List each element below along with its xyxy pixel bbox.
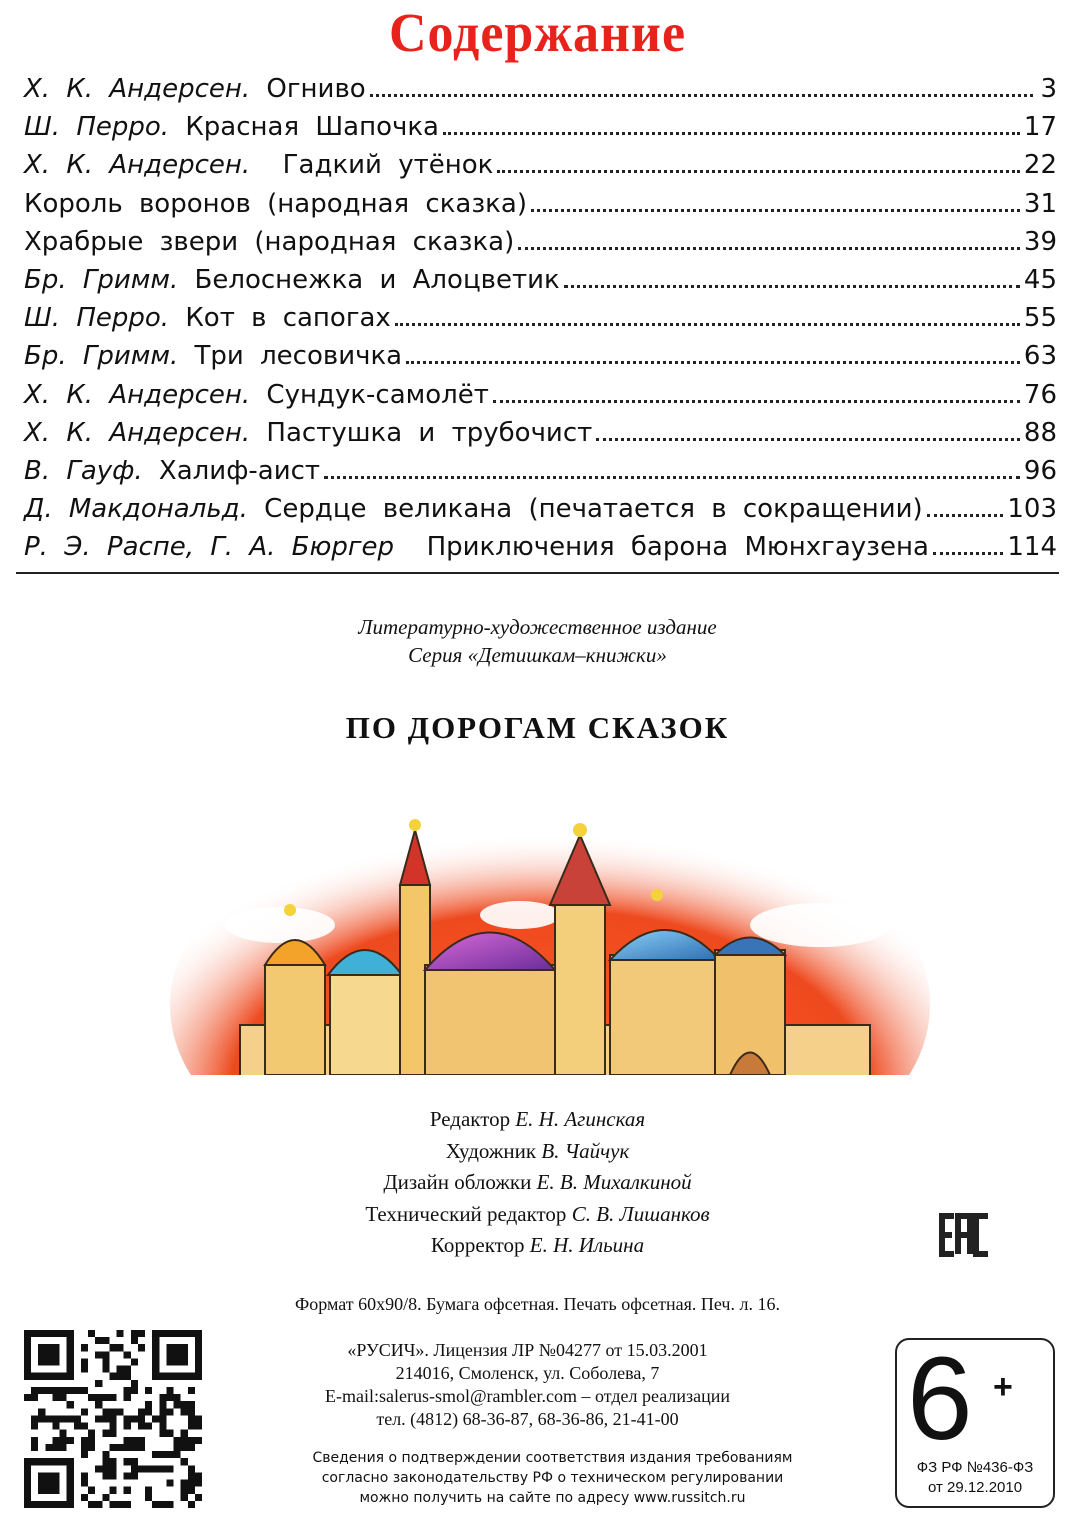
toc-leader-dots <box>564 284 1020 288</box>
toc-entry-text <box>24 452 320 490</box>
toc-story-title: Красная Шапочка <box>169 112 439 143</box>
credit-line <box>0 1104 1075 1136</box>
toc-leader-dots <box>531 208 1020 212</box>
toc-page-number: 39 <box>1023 226 1057 257</box>
toc-entry <box>24 261 1057 299</box>
toc-author: Р. Э. Распе, Г. А. Бюргер <box>24 532 395 563</box>
toc-entry <box>24 299 1057 337</box>
toc-page-number: 3 <box>1040 74 1057 104</box>
toc-entry <box>24 414 1057 452</box>
toc-leader-dots <box>406 360 1020 364</box>
toc-page-number: 88 <box>1023 417 1057 448</box>
toc-story-title: Приключения барона Мюнхгаузена <box>394 532 929 563</box>
law-date: от 29.12.2010 <box>927 1479 1023 1496</box>
credit-line <box>0 1167 1075 1199</box>
toc-entry <box>24 490 1057 528</box>
toc-author: Ш. Перро. <box>24 112 170 143</box>
toc-entry <box>24 223 1057 261</box>
toc-entry-text <box>24 108 439 146</box>
toc-story-title: Белоснежка и Алоцветик <box>178 264 560 295</box>
toc-entry-text <box>24 414 592 452</box>
toc-page-number: 22 <box>1023 150 1057 181</box>
toc-entry-text <box>24 490 923 528</box>
toc-entry-text <box>24 299 391 337</box>
toc-leader-dots <box>443 131 1020 135</box>
publisher-address: 214016, Смоленск, ул. Соболева, 7 <box>395 1363 660 1383</box>
toc-leader-dots <box>927 513 1004 517</box>
credits <box>0 1104 1075 1262</box>
toc-story-title: Три лесовичка <box>178 341 403 372</box>
toc-page-number: 31 <box>1023 188 1057 219</box>
eac-certification-mark <box>938 1212 990 1258</box>
credit-role: Корректор <box>430 1233 530 1257</box>
toc-leader-dots <box>518 246 1020 250</box>
toc-author: Бр. Гримм. <box>24 341 179 372</box>
credit-line <box>0 1230 1075 1262</box>
toc-entry <box>24 146 1057 184</box>
publisher-phone: тел. (4812) 68-36-87, 68-36-86, 21-41-00 <box>376 1409 679 1429</box>
toc-page-number: 96 <box>1023 455 1057 486</box>
toc-entry-text <box>24 376 489 414</box>
series-name: Серия «Детишкам–книжки» <box>408 643 667 667</box>
edition-type: Литературно-художественное издание <box>358 615 717 639</box>
age-rating-badge <box>895 1333 1055 1508</box>
toc-story-title: Сундук-самолёт <box>250 379 489 410</box>
toc-story-title: Король воронов (народная сказка) <box>24 188 527 219</box>
toc-author: Д. Макдональд. <box>24 494 248 525</box>
book-title: ПО ДОРОГАМ СКАЗОК <box>345 710 730 745</box>
toc-entry <box>24 185 1057 223</box>
age-rating-law <box>897 1458 1053 1498</box>
age-rating-plus: + <box>993 1368 1013 1406</box>
credit-line <box>0 1136 1075 1168</box>
toc-entry <box>24 452 1057 490</box>
toc-entry-text <box>24 185 527 223</box>
divider <box>16 572 1059 574</box>
toc-leader-dots <box>324 475 1020 479</box>
credit-name: В. Чайчук <box>541 1138 630 1163</box>
toc-leader-dots <box>933 551 1003 555</box>
credit-name: Е. В. Михалкиной <box>536 1170 692 1194</box>
toc-entry-text <box>24 528 929 566</box>
publisher-email: E-mail:salerus-smol@rambler.com – отдел реализации <box>325 1386 730 1406</box>
toc-author: Х. К. Андерсен. <box>24 74 251 104</box>
qr-code[interactable] <box>24 1330 202 1508</box>
toc-story-title: Кот в сапогах <box>169 303 391 334</box>
age-rating-number: 6 <box>907 1333 973 1465</box>
credit-role: Художник <box>445 1138 542 1163</box>
toc-leader-dots <box>493 399 1020 403</box>
publisher-license: «РУСИЧ». Лицензия ЛР №04277 от 15.03.2001 <box>347 1340 708 1360</box>
toc-story-title: Пастушка и трубочист <box>250 417 593 448</box>
credit-name: С. В. Лишанков <box>571 1201 710 1226</box>
toc-author: Х. К. Андерсен. <box>24 150 251 181</box>
toc-page-number: 45 <box>1023 264 1057 295</box>
toc-author: Бр. Гримм. <box>24 264 179 295</box>
edition-info <box>0 613 1075 669</box>
credit-role: Дизайн обложки <box>383 1170 537 1194</box>
note-line: Сведения о подтверждении соответствия издания требованиям <box>312 1450 793 1466</box>
toc-page-number: 63 <box>1023 341 1057 372</box>
note-line: можно получить на сайте по адресу www.russitch.ru <box>359 1490 746 1506</box>
toc-leader-dots <box>497 169 1020 173</box>
toc-leader-dots <box>370 93 1033 97</box>
credit-name: Е. Н. Ильина <box>529 1233 645 1257</box>
note-line: согласно законодательству РФ о техническом регулировании <box>321 1470 784 1486</box>
contents-title: Содержание <box>388 3 687 64</box>
toc-entry <box>24 528 1057 566</box>
toc-story-title: Халиф-аист <box>142 455 321 486</box>
toc-story-title: Храбрые звери (народная сказка) <box>24 226 515 257</box>
fairy-castle-illustration <box>170 775 930 1087</box>
toc-entry <box>24 337 1057 375</box>
toc-leader-dots <box>395 322 1020 326</box>
credit-line <box>0 1199 1075 1231</box>
toc-entry-text <box>24 337 402 375</box>
toc-entry <box>24 376 1057 414</box>
toc-page-number: 17 <box>1023 112 1057 143</box>
format-line: Формат 60х90/8. Бумага офсетная. Печать офсетная. Печ. л. 16. <box>295 1294 780 1314</box>
toc-story-title: Сердце великана (печатается в сокращении) <box>247 494 923 525</box>
toc-page-number: 76 <box>1023 379 1057 410</box>
toc-page-number: 103 <box>1007 494 1057 525</box>
toc-entry <box>24 108 1057 146</box>
table-of-contents <box>24 70 1057 566</box>
toc-entry-text <box>24 223 514 261</box>
toc-author: В. Гауф. <box>24 455 143 486</box>
credit-role: Технический редактор <box>365 1201 572 1226</box>
toc-author: Х. К. Андерсен. <box>24 417 251 448</box>
toc-story-title: Огниво <box>250 74 366 104</box>
toc-author: Ш. Перро. <box>24 303 170 334</box>
credit-name: Е. Н. Агинская <box>515 1107 646 1131</box>
toc-entry-text <box>24 70 366 108</box>
credit-role: Редактор <box>429 1107 516 1131</box>
toc-author: Х. К. Андерсен. <box>24 379 251 410</box>
toc-leader-dots <box>596 437 1020 441</box>
law-number: ФЗ РФ №436-ФЗ <box>916 1459 1034 1476</box>
toc-entry-text <box>24 146 493 184</box>
toc-entry <box>24 70 1057 108</box>
toc-entry-text <box>24 261 560 299</box>
toc-page-number: 55 <box>1023 303 1057 334</box>
toc-page-number: 114 <box>1007 532 1057 563</box>
toc-story-title: Гадкий утёнок <box>250 150 494 181</box>
